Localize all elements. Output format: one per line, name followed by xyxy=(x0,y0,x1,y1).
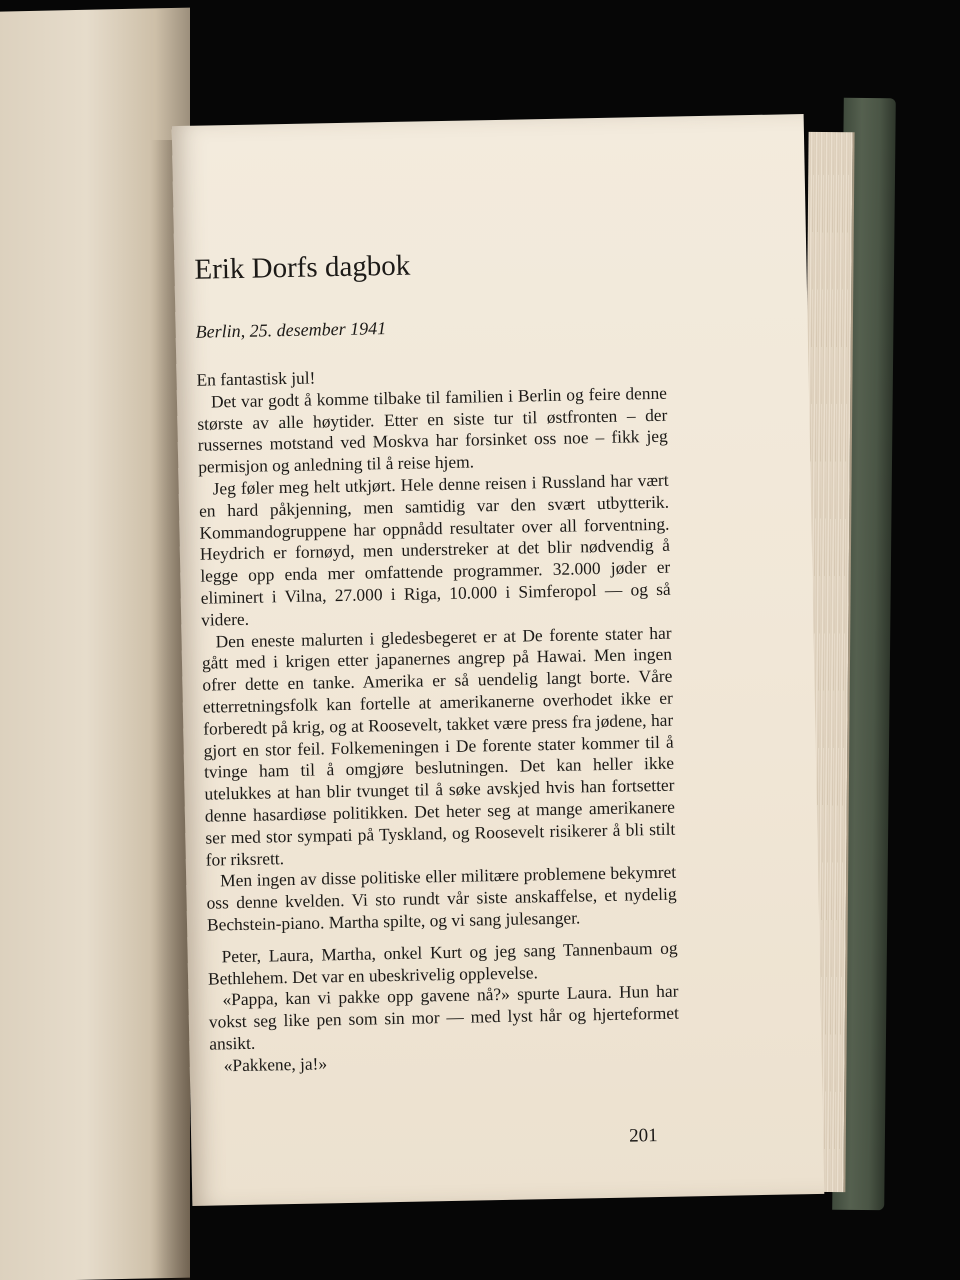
paragraph: Jeg føler meg helt utkjørt. Hele denne reisen i Russland har vært en hard påkjenning, men samtidig var den svært utbytterik. Kommandogruppene har oppnådd resultater over all forventning. Heydrich er fornøyd, men understreker at det blir nødvendig å legge opp enda mer omfattende programmer. 32.000 jøder er eliminert i Vilna, 27.000 i Riga, 10.000 i Simferopol — og så videre. xyxy=(198,469,671,630)
paragraph: «Pappa, kan vi pakke opp gavene nå?» spurte Laura. Hun har vokst seg like pen som sin mor — med lyst hår og hjerteformet ansikt. xyxy=(208,980,679,1054)
paragraph: Den eneste malurten i gledesbegeret er at De forente stater har gått med i krigen etter japanernes angrep på Hawai. Men ingen ofrer dette en tanke. Amerika er så uendelig langt borte. Våre etterretningsfolk kan fortelle at amerikanerne overhodet ikke er forberedt på krig, og at Roosevelt, takket være press fra jødene, har gjort en stor feil. Folkemeningen i De forente stater kommer til å tvinge ham til å omgjøre beslutningen. Det kan heller ikke utelukkes at han blir tvunget til å søke avskjed hvis han fortsetter denne hasardiøse politikken. Det heter seg at mange amerikanere ser med stor sympati på Tyskland, og Roosevelt risikerer å bli stilt for riksrett. xyxy=(201,622,676,870)
paragraph: «Pakkene, ja!» xyxy=(223,1053,328,1076)
page-content xyxy=(192,117,679,1147)
body-text xyxy=(196,361,679,1077)
dateline: Berlin, 25. desember 1941 xyxy=(195,318,387,342)
page-number: 201 xyxy=(628,1125,658,1147)
paragraph: Peter, Laura, Martha, onkel Kurt og jeg sang Tannenbaum og Bethlehem. Det var en ubeskrivelig opplevelse. xyxy=(207,937,678,989)
paragraph: Men ingen av disse politiske eller militære problemene bekymret oss denne kvelden. Vi sto rundt vår siste anskaffelse, et nydelig Bechstein-piano. Martha spilte, og vi sang julesanger. xyxy=(206,861,677,935)
book-page xyxy=(172,114,825,1206)
paragraph: En fantastisk jul! xyxy=(196,367,316,390)
paragraph: Det var godt å komme tilbake til familien i Berlin og feire denne største av alle høytider. Etter en siste tur til østfronten – der russernes motstand ved Moskva har forsinket oss noe – fikk jeg permisjon og anledning til å reise hjem. xyxy=(197,382,668,477)
chapter-title: Erik Dorfs dagbok xyxy=(194,249,411,286)
